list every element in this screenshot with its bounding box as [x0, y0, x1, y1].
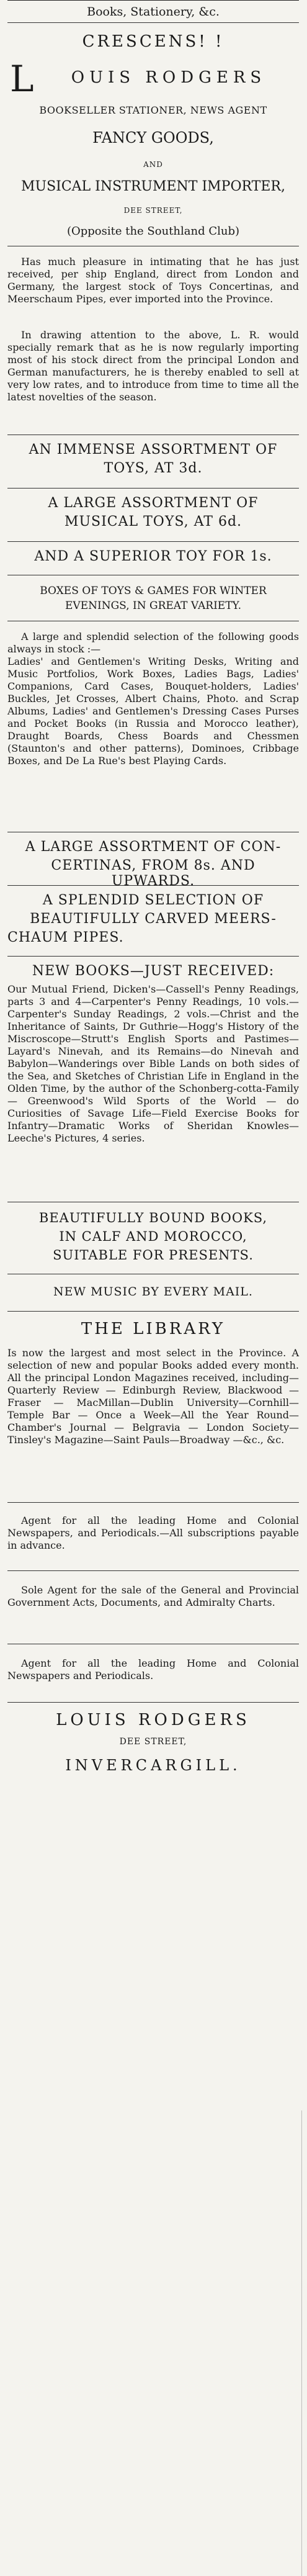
brand-line3: MUSICAL INSTRUMENT IMPORTER, [21, 179, 285, 194]
brand-street: DEE STREET, [123, 206, 183, 215]
agent-notice-3: Agent for all the leading Home and Colonial Newspapers and Periodicals. [7, 1657, 299, 1682]
bound-line1: BEAUTIFULLY BOUND BOOKS, [38, 1210, 268, 1225]
divider [7, 956, 299, 957]
bound-line2: IN CALF AND MOROCCO, [59, 1229, 247, 1244]
footer-town: INVERCARGILL. [65, 1757, 241, 1774]
library-heading: THE LIBRARY [81, 1320, 226, 1338]
footer-name: LOUIS RODGERS [56, 1711, 251, 1729]
divider [7, 1702, 299, 1703]
assortment1-line2: TOYS, AT 3d. [104, 461, 203, 476]
agent-notice-1: Agent for all the leading Home and Colonial Newspapers, and Periodicals.—All subscriptions payable in advance. [7, 1515, 299, 1551]
new-books-body: Our Mutual Friend, Dicken's—Cassell's Penny Readings, parts 3 and 4—Carpenter's Penny Readings, 10 vols.—Carpenter's Sunday Readings, 2 vols.—Christ and the Inheritance of Saints, Dr Guthrie—Hogg's History of the Miscroscope—Strutt's English Sports and Pastimes—Layard's Ninevah, and its Remains—do Ninevah and Babylon—Wanderings over Bible Lands on both sides of the Sea, and Sketches of Christian Life in England in the Olden Time, by the author of the Schonberg-cotta-Family — Greenwood's Wild Sports of the World — do Curiosities of Savage Life—Field Exercise Books for Infantry—Dramatic Works of Sheridan Knowles—Leeche's Pictures, 4 series. [7, 983, 299, 1144]
top-rule [7, 0, 299, 1]
intro-paragraph-2: In drawing attention to the above, L. R. would specially remark that as he is now regularly importing most of his stock direct from the principal London and German manufacturers, he is thereby enabled to sell at very low rates, and to introduce from time to time all the latest novelties of the season. [7, 329, 299, 403]
stock-intro: A large and splendid selection of the following goods always in stock :— [7, 631, 299, 655]
superior-toy: AND A SUPERIOR TOY FOR 1s. [34, 549, 272, 564]
divider [7, 541, 299, 542]
page-title: CRESCENS! ! [82, 32, 225, 51]
pipes-line2: BEAUTIFULLY CARVED MEERS- [30, 911, 277, 927]
footer-street: DEE STREET, [119, 1737, 187, 1747]
boxes-of-toys: BOXES OF TOYS & GAMES FOR WINTER EVENINGS, IN GREAT VARIETY. [40, 585, 267, 612]
new-music: NEW MUSIC BY EVERY MAIL. [53, 1285, 253, 1299]
page-edge [301, 2110, 307, 2576]
brand-line1: BOOKSELLER STATIONER, NEWS AGENT [39, 104, 267, 116]
brand-and: AND [143, 160, 163, 169]
pipes-line1: A SPLENDID SELECTION OF [42, 893, 264, 908]
divider [7, 1311, 299, 1312]
divider [7, 22, 299, 23]
concertinas-line1: A LARGE ASSORTMENT OF CON- [25, 839, 282, 855]
divider [7, 1502, 299, 1503]
agent-notice-2: Sole Agent for the sale of the General and Provincial Government Acts, Documents, and Admiralty Charts. [7, 1584, 299, 1608]
assortment1-line1: AN IMMENSE ASSORTMENT OF [29, 442, 278, 457]
pipes-line3: CHAUM PIPES. [7, 930, 124, 945]
divider [7, 488, 299, 489]
brand-line2: FANCY GOODS, [92, 129, 214, 146]
concertinas-line2: CERTINAS, FROM 8s. AND UPWARDS. [51, 858, 256, 889]
assortment2-line2: MUSICAL TOYS, AT 6d. [64, 514, 242, 529]
brand-location: (Opposite the Southland Club) [66, 225, 240, 238]
library-body: Is now the largest and most select in the Province. A selection of new and popular Books added every month. All the principal London Magazines received, including— Quarterly Review — Edinburgh Review, Blackwood — Fraser — MacMillan—Dublin University—Cornhill—Temple Bar — Once a Week—All the Year Round—Chamber's Journal — Belgravia — London Society— Tinsley's Magazine—Saint Pauls—Broadway —&c., &c. [7, 1347, 299, 1446]
stock-list: Ladies' and Gentlemen's Writing Desks, Writing and Music Portfolios, Work Boxes, Ladies Bags, Ladies' Companions, Card Cases, Bouquet-holders, Ladies' Buckles, Jet Crosses, Albert Chains, Photo. and Scrap Albums, Ladies' and Gentlemen's Dressing Cases Purses and Pocket Books (in Russia and Morocco leather), Draught Boards, Chess Boards and Chessmen (Staunton's and other patterns), Dominoes, Cribbage Boxes, and De La Rue's best Playing Cards. [7, 655, 299, 767]
divider [7, 1570, 299, 1571]
bound-line3: SUITABLE FOR PRESENTS. [53, 1248, 254, 1263]
intro-paragraph-1: Has much pleasure in intimating that he has just received, per ship England, direct from London and Germany, the largest stock of Toys Concertinas, and Meerschaum Pipes, ever imported into the Province. [7, 256, 299, 305]
section-header: Books, Stationery, &c. [87, 5, 220, 19]
assortment2-line1: A LARGE ASSORTMENT OF [48, 495, 259, 511]
divider [7, 885, 299, 886]
new-books-heading: NEW BOOKS—JUST RECEIVED: [32, 963, 275, 979]
brand-name: OUIS RODGERS [71, 68, 267, 87]
brand-initial: L [10, 58, 34, 100]
